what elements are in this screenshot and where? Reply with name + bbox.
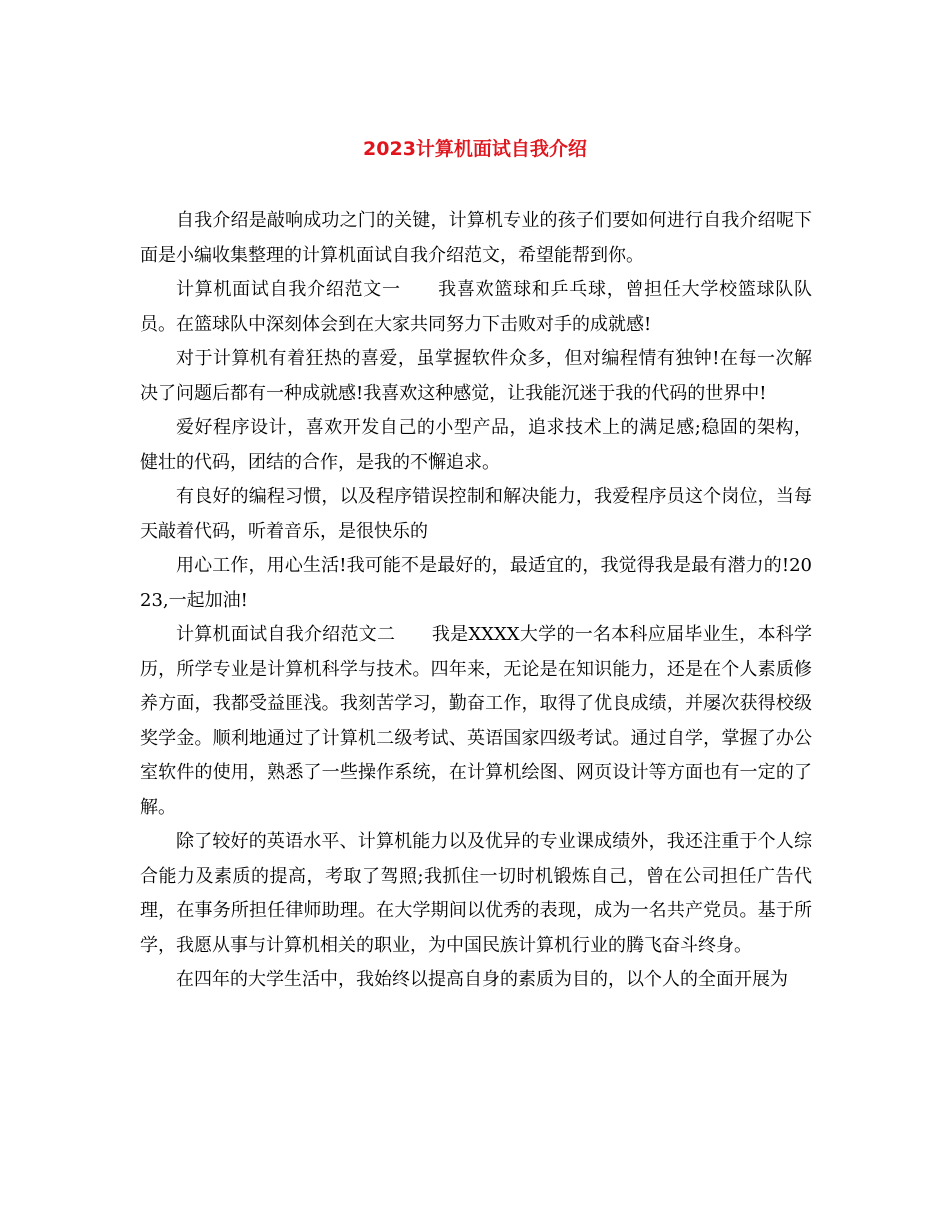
paragraph-sample-one: 计算机面试自我介绍范文一 我喜欢篮球和乒乓球，曾担任大学校篮球队队员。在篮球队中深刻体会到在大家共同努力下击败对手的成就感! [140,279,812,335]
paragraph-passion: 对于计算机有着狂热的喜爱，虽掌握软件众多，但对编程情有独钟!在每一次解决了问题后都有一种成就感!我喜欢这种感觉，让我能沉迷于我的代码的世界中! [140,348,812,404]
paragraph-intro: 自我介绍是敲响成功之门的关键，计算机专业的孩子们要如何进行自我介绍呢下面是小编收集整理的计算机面试自我介绍范文，希望能帮到你。 [140,210,812,266]
document-body [140,204,812,998]
paragraph-motto: 用心工作，用心生活!我可能不是最好的，最适宜的，我觉得我是最有潜力的!2023,一起加油! [140,555,812,611]
paragraph-abilities: 除了较好的英语水平、计算机能力以及优异的专业课成绩外，我还注重于个人综合能力及素质的提高，考取了驾照;我抓住一切时机锻炼自己，曾在公司担任广告代理，在事务所担任律师助理。在大学期间以优秀的表现，成为一名共产党员。基于所学，我愿从事与计算机相关的职业，为中国民族计算机行业的腾飞奋斗终身。 [140,831,812,956]
paragraph-habits: 有良好的编程习惯，以及程序错误控制和解决能力，我爱程序员这个岗位，当每天敲着代码，听着音乐，是很快乐的 [140,486,812,542]
paragraph-hobby: 爱好程序设计，喜欢开发自己的小型产品，追求技术上的满足感;稳固的架构，健壮的代码，团结的合作，是我的不懈追求。 [140,417,812,473]
document-title: 2023计算机面试自我介绍 [363,138,587,160]
paragraph-university-life: 在四年的大学生活中，我始终以提高自身的素质为目的，以个人的全面开展为 [176,969,788,990]
paragraph-sample-two: 计算机面试自我介绍范文二 我是XXXX大学的一名本科应届毕业生，本科学历，所学专业是计算机科学与技术。四年来，无论是在知识能力，还是在个人素质修养方面，我都受益匪浅。我刻苦学习，勤奋工作，取得了优良成绩，并屡次获得校级奖学金。顺利地通过了计算机二级考试、英语国家四级考试。通过自学，掌握了办公室软件的使用，熟悉了一些操作系统，在计算机绘图、网页设计等方面也有一定的了解。 [140,624,812,818]
